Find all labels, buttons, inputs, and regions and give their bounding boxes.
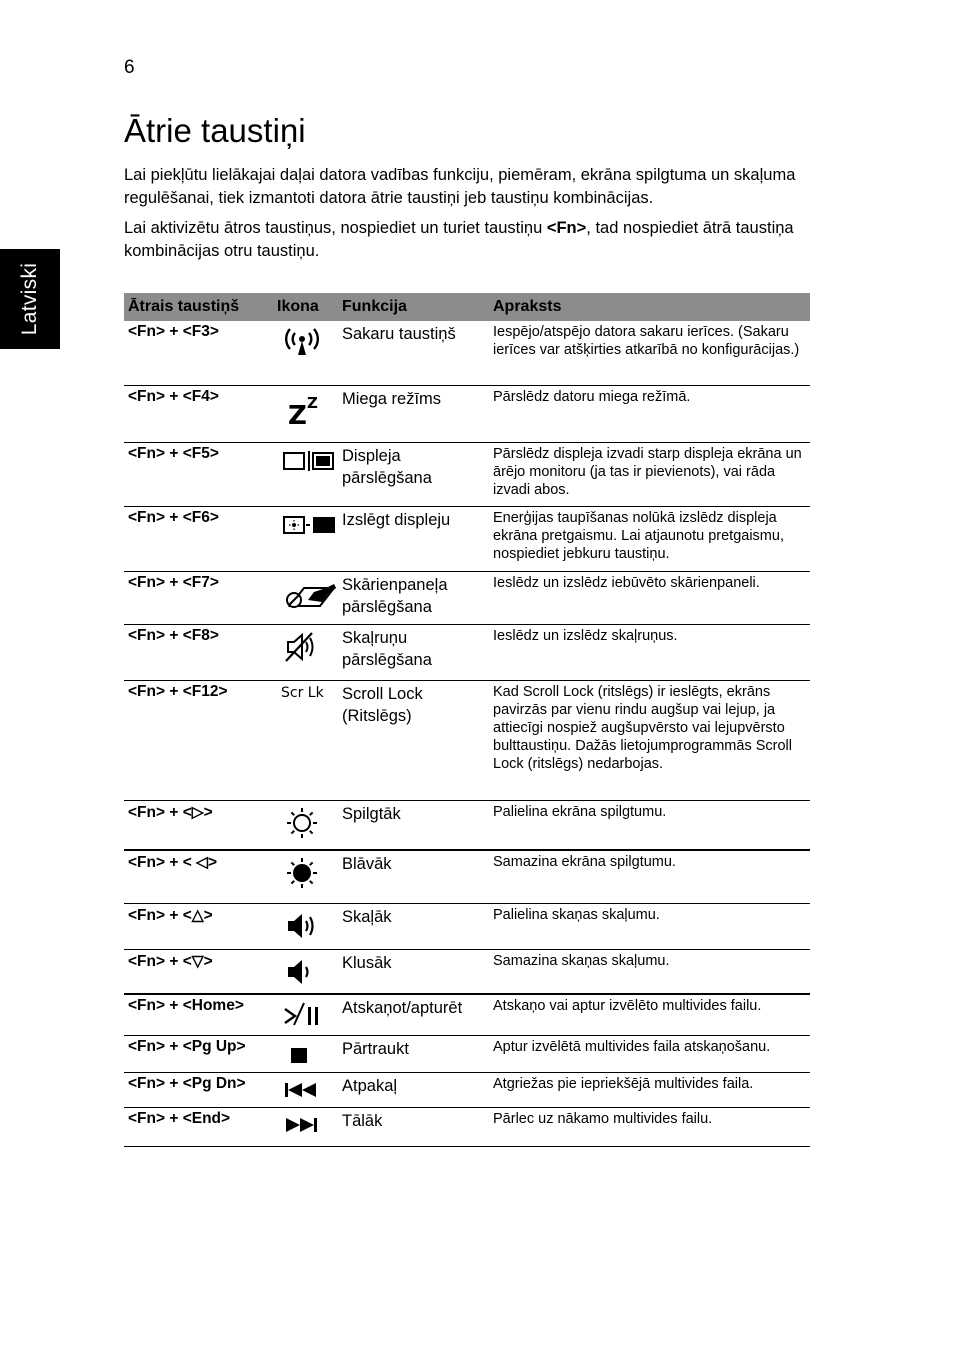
play-pause-icon xyxy=(282,1001,324,1027)
function-cell: Spilgtāk xyxy=(338,800,489,850)
description-cell: Enerģijas taupīšanas nolūkā izslēdz displeja ekrāna pretgaismu. Lai atjaunotu pretgaismu, nospiediet jebkuru taustiņu. xyxy=(489,506,810,571)
table-row xyxy=(124,1035,810,1072)
icon-cell xyxy=(273,994,338,1035)
table-row xyxy=(124,1072,810,1107)
display-off-icon xyxy=(282,513,338,537)
svg-text:Z: Z xyxy=(288,400,307,426)
icon-cell xyxy=(273,680,338,800)
table-row xyxy=(124,624,810,680)
header-hotkey: Ātrais taustiņš xyxy=(124,293,273,321)
function-cell: Tālāk xyxy=(338,1107,489,1146)
table-row xyxy=(124,571,810,624)
table-row xyxy=(124,321,810,385)
table-row xyxy=(124,506,810,571)
header-icon: Ikona xyxy=(273,293,338,321)
table-row xyxy=(124,1107,810,1146)
table-row xyxy=(124,903,810,949)
hotkey-cell: <Fn> + <▷> xyxy=(124,800,273,850)
description-cell: Palielina skaņas skaļumu. xyxy=(489,903,810,949)
description-cell: Pārslēdz displeja izvadi starp displeja ekrāna un ārējo monitoru (ja tas ir pievienots), vai rāda izvadi abos. xyxy=(489,442,810,506)
description-cell: Ieslēdz un izslēdz skaļruņus. xyxy=(489,624,810,680)
page-title: Ātrie taustiņi xyxy=(124,112,306,149)
icon-cell xyxy=(273,1107,338,1146)
description-cell: Atgriežas pie iepriekšējā multivides faila. xyxy=(489,1072,810,1107)
touchpad-toggle-icon xyxy=(282,578,338,610)
table-row xyxy=(124,850,810,903)
speaker-mute-icon xyxy=(282,631,322,663)
brightness-up-icon xyxy=(282,807,322,839)
volume-up-icon xyxy=(282,910,322,942)
description-cell: Aptur izvēlētā multivides faila atskaņošanu. xyxy=(489,1035,810,1072)
hotkey-cell: <Fn> + < ◁> xyxy=(124,850,273,903)
hotkey-cell: <Fn> + <F4> xyxy=(124,385,273,442)
hotkeys-table xyxy=(124,293,810,1147)
previous-icon xyxy=(282,1079,324,1101)
hotkey-cell: <Fn> + <F12> xyxy=(124,680,273,800)
icon-cell xyxy=(273,385,338,442)
table-row xyxy=(124,385,810,442)
hotkey-cell: <Fn> + <F6> xyxy=(124,506,273,571)
hotkey-cell: <Fn> + <End> xyxy=(124,1107,273,1146)
function-cell: Skārienpaneļa pārslēgšana xyxy=(338,571,489,624)
function-cell: Displeja pārslēgšana xyxy=(338,442,489,506)
icon-cell xyxy=(273,850,338,903)
table-row xyxy=(124,800,810,850)
icon-cell xyxy=(273,949,338,994)
intro-paragraph-2 xyxy=(124,217,814,262)
icon-cell xyxy=(273,800,338,850)
hotkey-cell: <Fn> + <F7> xyxy=(124,571,273,624)
sleep-icon xyxy=(282,392,322,426)
hotkey-cell: <Fn> + <Pg Dn> xyxy=(124,1072,273,1107)
function-cell: Scroll Lock (Ritslēgs) xyxy=(338,680,489,800)
function-cell: Blāvāk xyxy=(338,850,489,903)
description-cell: Ieslēdz un izslēdz iebūvēto skārienpaneli. xyxy=(489,571,810,624)
description-cell: Iespējo/atspējo datora sakaru ierīces. (Sakaru ierīces var atšķirties atkarībā no konfigurācijas.) xyxy=(489,321,810,385)
function-cell: Skaļruņu pārslēgšana xyxy=(338,624,489,680)
wireless-icon xyxy=(282,327,322,357)
icon-cell xyxy=(273,321,338,385)
scroll-lock-icon: Scr Lk xyxy=(281,684,324,701)
page-number: 6 xyxy=(124,57,135,78)
icon-cell xyxy=(273,1072,338,1107)
intro-paragraph-1: Lai piekļūtu lielākajai daļai datora vadības funkciju, piemēram, ekrāna spilgtuma un skaļuma regulēšanai, tiek izmantoti datora ātrie taustiņi jeb taustiņu kombinācijas. xyxy=(124,166,796,207)
description-cell: Atskaņo vai aptur izvēlēto multivides failu. xyxy=(489,994,810,1035)
icon-cell xyxy=(273,571,338,624)
icon-cell xyxy=(273,442,338,506)
intro-text-before: Lai aktivizētu ātros taustiņus, nospiediet un turiet taustiņu xyxy=(124,219,547,237)
icon-cell xyxy=(273,903,338,949)
volume-down-icon xyxy=(282,956,322,988)
display-toggle-icon xyxy=(282,449,336,473)
table-row xyxy=(124,680,810,800)
hotkey-cell: <Fn> + <Home> xyxy=(124,994,273,1035)
svg-text:Z: Z xyxy=(307,393,318,412)
function-cell: Atskaņot/apturēt xyxy=(338,994,489,1035)
description-cell: Samazina ekrāna spilgtumu. xyxy=(489,850,810,903)
intro-text-after: , tad nospiediet ātrā taustiņa kombinācijas otru taustiņu. xyxy=(124,219,794,260)
description-cell: Samazina skaņas skaļumu. xyxy=(489,949,810,994)
fn-key-label: <Fn> xyxy=(546,219,587,237)
function-cell: Atpakaļ xyxy=(338,1072,489,1107)
header-function: Funkcija xyxy=(338,293,489,321)
description-cell: Palielina ekrāna spilgtumu. xyxy=(489,800,810,850)
function-cell: Izslēgt displeju xyxy=(338,506,489,571)
description-cell: Pārlec uz nākamo multivides failu. xyxy=(489,1107,810,1146)
function-cell: Klusāk xyxy=(338,949,489,994)
description-cell: Pārslēdz datoru miega režīmā. xyxy=(489,385,810,442)
stop-icon xyxy=(282,1042,322,1066)
language-label: Latviski xyxy=(18,262,41,336)
function-cell: Pārtraukt xyxy=(338,1035,489,1072)
hotkey-cell: <Fn> + <Pg Up> xyxy=(124,1035,273,1072)
hotkey-cell: <Fn> + <F3> xyxy=(124,321,273,385)
icon-cell xyxy=(273,1035,338,1072)
table-row xyxy=(124,994,810,1035)
icon-cell xyxy=(273,624,338,680)
table-header-row xyxy=(124,293,810,321)
table-row xyxy=(124,949,810,994)
header-description: Apraksts xyxy=(489,293,810,321)
function-cell: Sakaru taustiņš xyxy=(338,321,489,385)
next-icon xyxy=(282,1114,324,1136)
function-cell: Miega režīms xyxy=(338,385,489,442)
brightness-down-icon xyxy=(282,857,322,889)
icon-cell xyxy=(273,506,338,571)
hotkey-cell: <Fn> + <F5> xyxy=(124,442,273,506)
hotkey-cell: <Fn> + <△> xyxy=(124,903,273,949)
function-cell: Skaļāk xyxy=(338,903,489,949)
description-cell: Kad Scroll Lock (ritslēgs) ir ieslēgts, ekrāns pavirzās par vienu rindu augšup vai lejup, ja attiecīgi nospiež augšupvērsto vai lejupvērsto bulttaustiņu. Dažās lietojumprogrammās Scroll Lock (ritslēgs) nedarbojas. xyxy=(489,680,810,800)
hotkey-cell: <Fn> + <▽> xyxy=(124,949,273,994)
table-row xyxy=(124,442,810,506)
language-side-tab xyxy=(0,249,60,349)
hotkey-cell: <Fn> + <F8> xyxy=(124,624,273,680)
